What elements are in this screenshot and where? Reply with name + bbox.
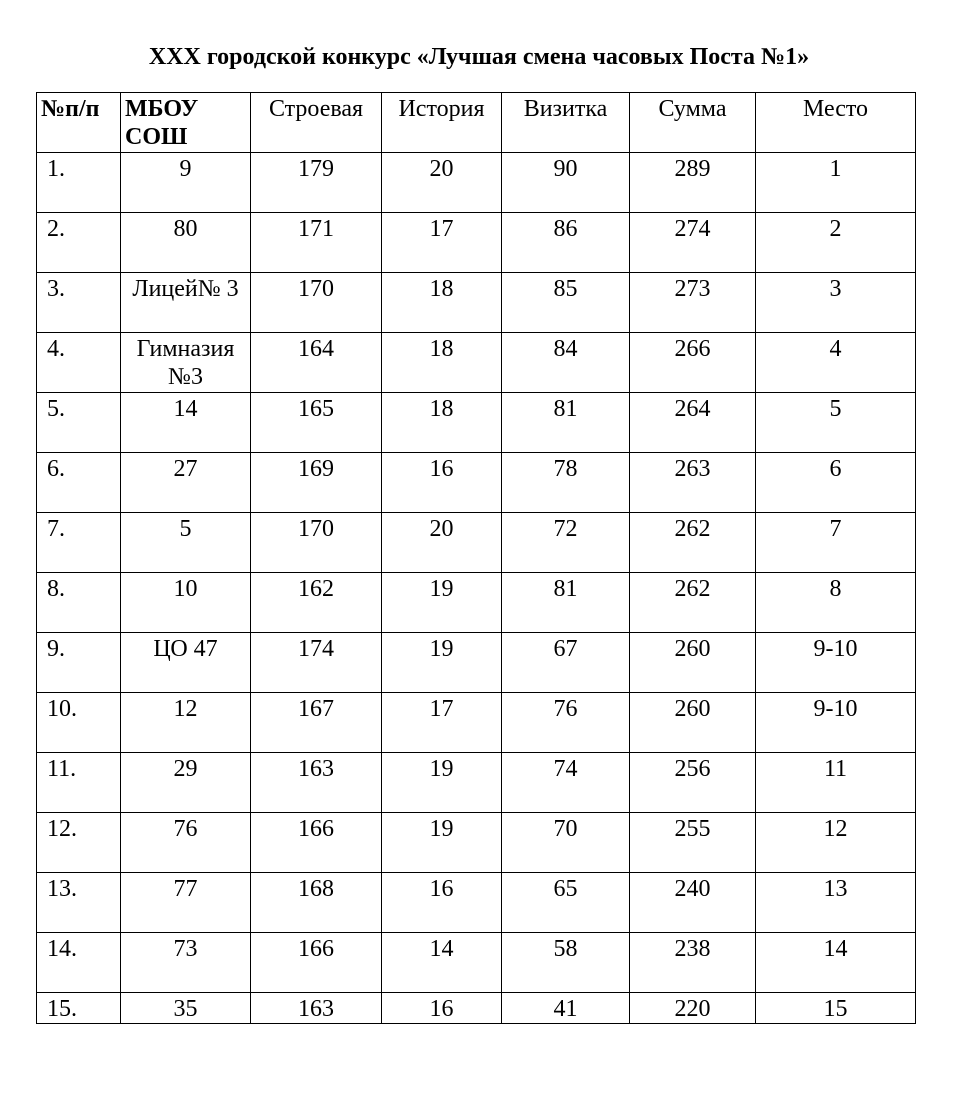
- cell-number: 3.: [37, 273, 121, 333]
- cell-number: 9.: [37, 633, 121, 693]
- cell-history: 19: [382, 753, 502, 813]
- cell-school: 12: [121, 693, 251, 753]
- cell-place: 2: [756, 213, 916, 273]
- cell-card: 70: [502, 813, 630, 873]
- cell-drill: 168: [251, 873, 382, 933]
- cell-card: 41: [502, 993, 630, 1024]
- cell-school: Лицей№ 3: [121, 273, 251, 333]
- table-row: [37, 813, 916, 873]
- table-header-row: [37, 93, 916, 153]
- cell-history: 18: [382, 333, 502, 393]
- header-place: Место: [756, 93, 916, 153]
- header-school: МБОУ СОШ: [121, 93, 251, 153]
- cell-sum: 256: [630, 753, 756, 813]
- cell-drill: 166: [251, 813, 382, 873]
- cell-number: 1.: [37, 153, 121, 213]
- cell-card: 78: [502, 453, 630, 513]
- cell-card: 90: [502, 153, 630, 213]
- table-row: [37, 633, 916, 693]
- cell-card: 74: [502, 753, 630, 813]
- cell-card: 81: [502, 393, 630, 453]
- table-row: [37, 453, 916, 513]
- cell-history: 18: [382, 393, 502, 453]
- cell-place: 9-10: [756, 633, 916, 693]
- cell-school: 73: [121, 933, 251, 993]
- table-row: [37, 513, 916, 573]
- cell-card: 86: [502, 213, 630, 273]
- cell-school: 35: [121, 993, 251, 1024]
- cell-place: 1: [756, 153, 916, 213]
- cell-card: 84: [502, 333, 630, 393]
- cell-sum: 260: [630, 633, 756, 693]
- table-row: [37, 393, 916, 453]
- cell-sum: 238: [630, 933, 756, 993]
- document-title: XXX городской конкурс «Лучшая смена часовых Поста №1»: [148, 44, 810, 70]
- cell-school: 10: [121, 573, 251, 633]
- cell-sum: 289: [630, 153, 756, 213]
- cell-number: 11.: [37, 753, 121, 813]
- cell-school: 80: [121, 213, 251, 273]
- cell-history: 16: [382, 993, 502, 1024]
- cell-place: 11: [756, 753, 916, 813]
- cell-number: 6.: [37, 453, 121, 513]
- cell-drill: 170: [251, 513, 382, 573]
- cell-drill: 167: [251, 693, 382, 753]
- cell-card: 72: [502, 513, 630, 573]
- cell-school: 5: [121, 513, 251, 573]
- cell-number: 7.: [37, 513, 121, 573]
- cell-school: 29: [121, 753, 251, 813]
- cell-sum: 274: [630, 213, 756, 273]
- cell-card: 76: [502, 693, 630, 753]
- cell-history: 19: [382, 633, 502, 693]
- cell-history: 17: [382, 693, 502, 753]
- cell-sum: 260: [630, 693, 756, 753]
- results-table: [36, 92, 916, 1024]
- cell-drill: 170: [251, 273, 382, 333]
- cell-card: 85: [502, 273, 630, 333]
- cell-sum: 273: [630, 273, 756, 333]
- cell-school: 77: [121, 873, 251, 933]
- cell-drill: 163: [251, 753, 382, 813]
- cell-sum: 263: [630, 453, 756, 513]
- table-row: [37, 273, 916, 333]
- header-number: №п/п: [37, 93, 121, 153]
- table-row: [37, 873, 916, 933]
- cell-number: 2.: [37, 213, 121, 273]
- cell-place: 12: [756, 813, 916, 873]
- cell-place: 15: [756, 993, 916, 1024]
- header-history: История: [382, 93, 502, 153]
- table-row: [37, 573, 916, 633]
- table-row: [37, 753, 916, 813]
- cell-history: 19: [382, 573, 502, 633]
- table-row: [37, 153, 916, 213]
- cell-card: 65: [502, 873, 630, 933]
- cell-place: 5: [756, 393, 916, 453]
- cell-number: 4.: [37, 333, 121, 393]
- cell-sum: 262: [630, 573, 756, 633]
- cell-sum: 240: [630, 873, 756, 933]
- cell-card: 67: [502, 633, 630, 693]
- cell-history: 18: [382, 273, 502, 333]
- cell-drill: 174: [251, 633, 382, 693]
- cell-place: 3: [756, 273, 916, 333]
- cell-number: 13.: [37, 873, 121, 933]
- table-row: [37, 213, 916, 273]
- cell-sum: 264: [630, 393, 756, 453]
- cell-sum: 266: [630, 333, 756, 393]
- header-drill: Строевая: [251, 93, 382, 153]
- cell-history: 16: [382, 453, 502, 513]
- cell-history: 14: [382, 933, 502, 993]
- cell-drill: 163: [251, 993, 382, 1024]
- cell-place: 7: [756, 513, 916, 573]
- cell-number: 10.: [37, 693, 121, 753]
- cell-school: ЦО 47: [121, 633, 251, 693]
- cell-school: 9: [121, 153, 251, 213]
- table-row: [37, 333, 916, 393]
- cell-place: 13: [756, 873, 916, 933]
- cell-drill: 166: [251, 933, 382, 993]
- cell-number: 14.: [37, 933, 121, 993]
- cell-history: 20: [382, 513, 502, 573]
- cell-drill: 171: [251, 213, 382, 273]
- cell-sum: 262: [630, 513, 756, 573]
- cell-number: 8.: [37, 573, 121, 633]
- cell-history: 16: [382, 873, 502, 933]
- cell-number: 12.: [37, 813, 121, 873]
- cell-number: 5.: [37, 393, 121, 453]
- cell-place: 14: [756, 933, 916, 993]
- cell-history: 19: [382, 813, 502, 873]
- cell-drill: 162: [251, 573, 382, 633]
- cell-sum: 220: [630, 993, 756, 1024]
- cell-place: 6: [756, 453, 916, 513]
- cell-school: Гимназия №3: [121, 333, 251, 393]
- cell-card: 81: [502, 573, 630, 633]
- table-row: [37, 693, 916, 753]
- cell-drill: 169: [251, 453, 382, 513]
- cell-place: 4: [756, 333, 916, 393]
- table-row: [37, 933, 916, 993]
- cell-place: 9-10: [756, 693, 916, 753]
- cell-card: 58: [502, 933, 630, 993]
- cell-history: 20: [382, 153, 502, 213]
- cell-drill: 165: [251, 393, 382, 453]
- cell-sum: 255: [630, 813, 756, 873]
- cell-number: 15.: [37, 993, 121, 1024]
- cell-school: 14: [121, 393, 251, 453]
- cell-place: 8: [756, 573, 916, 633]
- header-sum: Сумма: [630, 93, 756, 153]
- cell-history: 17: [382, 213, 502, 273]
- cell-school: 76: [121, 813, 251, 873]
- header-card: Визитка: [502, 93, 630, 153]
- cell-drill: 179: [251, 153, 382, 213]
- table-row: [37, 993, 916, 1024]
- cell-school: 27: [121, 453, 251, 513]
- cell-drill: 164: [251, 333, 382, 393]
